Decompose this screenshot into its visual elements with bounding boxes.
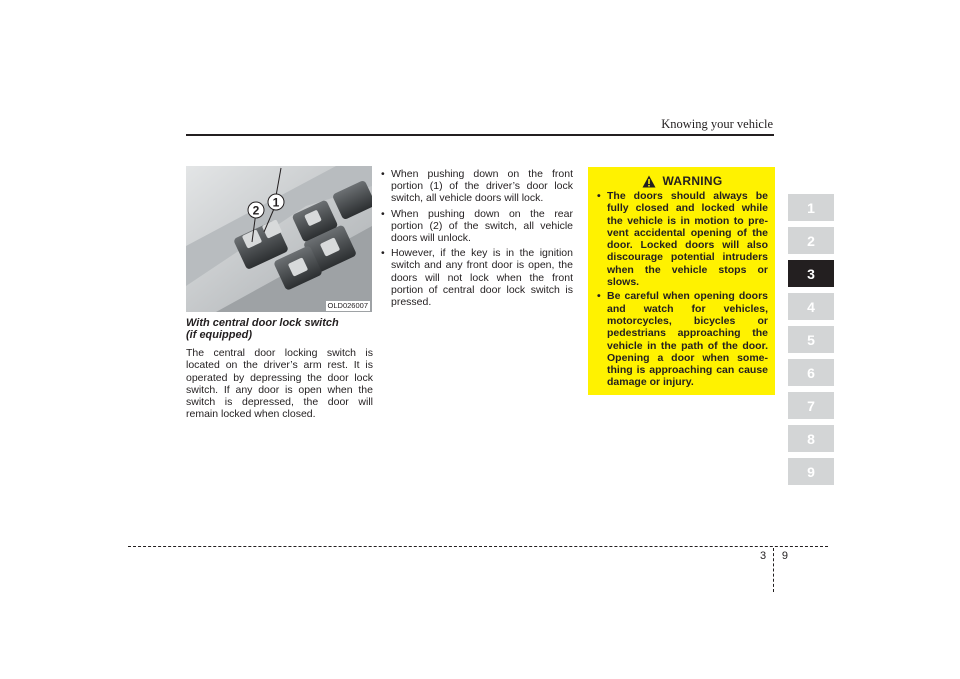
page-number <box>756 550 792 562</box>
section-heading: With central door lock switch <box>186 317 339 329</box>
footer-rule <box>128 546 828 547</box>
warning-list <box>597 190 768 389</box>
chapter-tab-1[interactable]: 1 <box>788 194 834 221</box>
door-lock-switch-figure <box>186 166 372 312</box>
list-item: • Be careful when opening doors and watch for vehicles, motorcycles, bicycles or pedestrians approaching the vehicle in the path of the door. Opening a door when some-thing is approaching can cause damage or injury. <box>597 290 768 389</box>
chapter-tab-2[interactable]: 2 <box>788 227 834 254</box>
section-heading-sub: (if equipped) <box>186 329 252 341</box>
list-item: • The doors should always be fully closed and locked while the vehicle is in motion to pre-vent accidental opening of the door. Locked doors will also discourage potential intruders when the vehicle stops or slows. <box>597 190 768 289</box>
page-index: 9 <box>781 550 788 562</box>
bullet-mark: • <box>597 290 601 303</box>
warning-triangle-icon <box>642 175 656 188</box>
chapter-tab-9[interactable]: 9 <box>788 458 834 485</box>
header-rule <box>186 134 774 136</box>
chapter-tab-3[interactable]: 3 <box>788 260 834 287</box>
chapter-tabs <box>788 194 834 491</box>
chapter-tab-8[interactable]: 8 <box>788 425 834 452</box>
chapter-tab-7[interactable]: 7 <box>788 392 834 419</box>
bullet-mark: • <box>381 207 385 220</box>
bullet-mark: • <box>597 190 601 202</box>
figure-code: OLD026007 <box>327 301 368 310</box>
callout-2: 2 <box>252 203 260 218</box>
callout-1: 1 <box>272 195 280 210</box>
header-title: Knowing your vehicle <box>661 117 773 131</box>
warning-title: WARNING <box>662 174 723 188</box>
chapter-tab-4[interactable]: 4 <box>788 293 834 320</box>
warning-header <box>597 174 768 188</box>
section-paragraph: The central door locking switch is located on the driver’s arm rest. It is operated by depressing the door lock switch. If any door is open when the switch is depressed, the door will remain locked when closed. <box>186 347 373 421</box>
bullet-list <box>381 168 573 308</box>
chapter-tab-6[interactable]: 6 <box>788 359 834 386</box>
warning-box <box>588 167 775 395</box>
page-chapter: 3 <box>760 550 767 562</box>
bullet-mark: • <box>381 168 385 180</box>
list-item: • When pushing down on the rear portion (2) of the switch, all vehicle doors will unlock. <box>381 207 573 245</box>
list-item: • However, if the key is in the ignition switch and any front door is open, the doors will not lock when the front portion of central door lock switch is pressed. <box>381 247 573 309</box>
door-lock-switch-illustration <box>186 166 372 312</box>
list-item: • When pushing down on the front portion (1) of the driver’s door lock switch, all vehicle doors will lock. <box>381 168 573 205</box>
chapter-tab-5[interactable]: 5 <box>788 326 834 353</box>
bullet-column <box>381 168 573 311</box>
bullet-mark: • <box>381 247 385 260</box>
section-text <box>186 317 373 421</box>
